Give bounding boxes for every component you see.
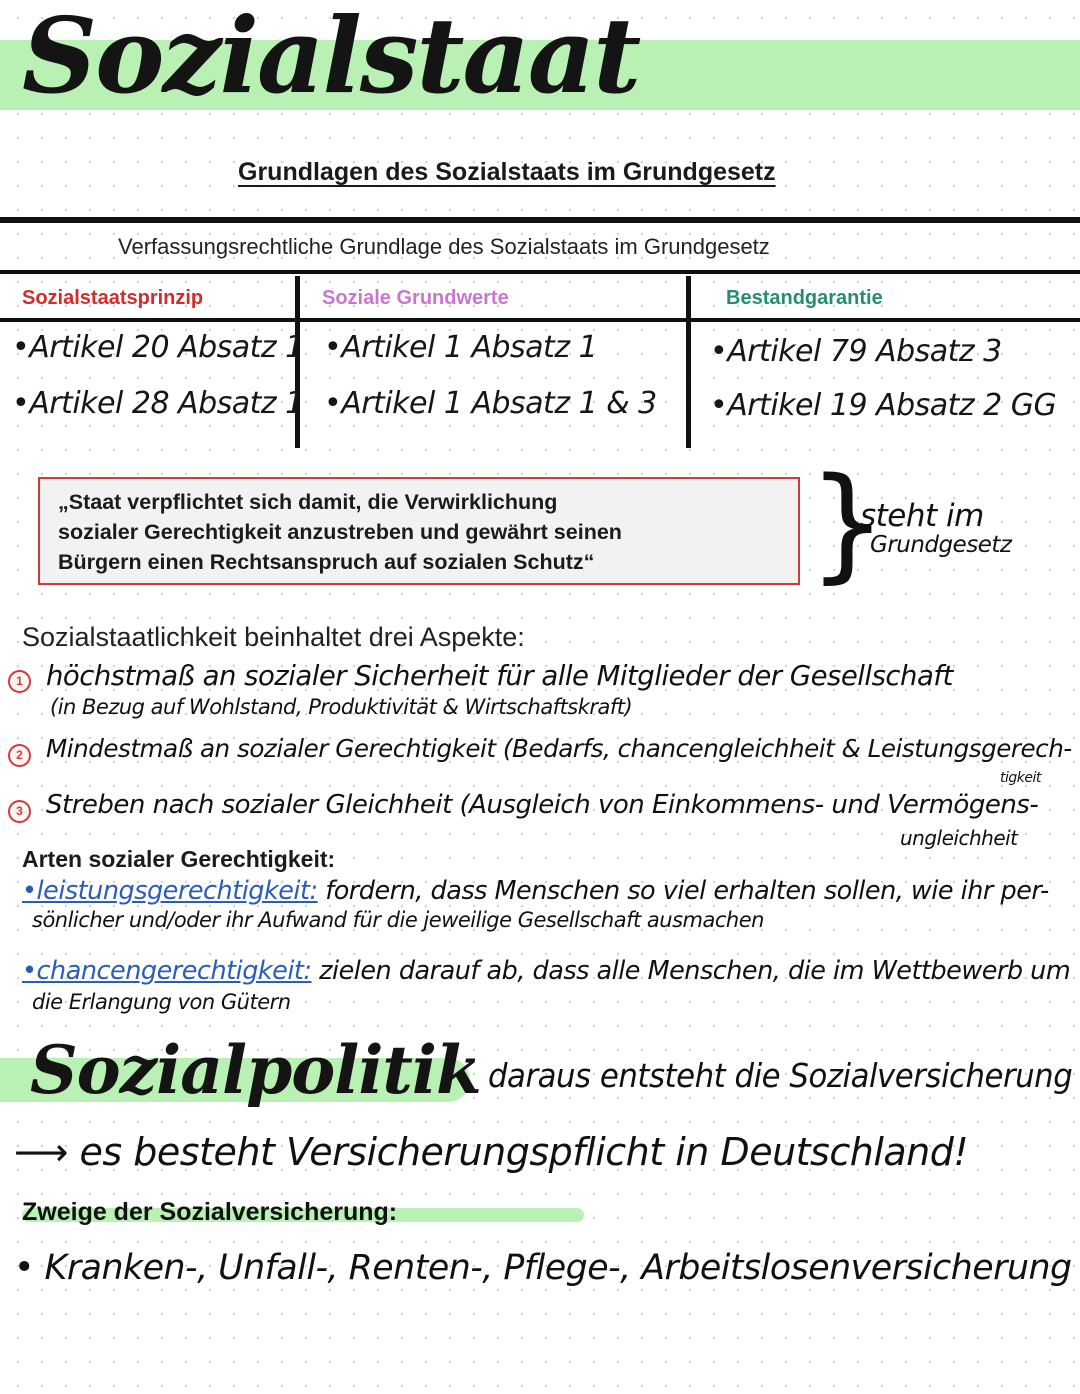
table-cell: •Artikel 28 Absatz 1 bbox=[12, 386, 304, 421]
aspect-sub: ungleichheit bbox=[900, 826, 1018, 850]
column-divider bbox=[686, 276, 691, 448]
justice-item bbox=[22, 956, 1070, 986]
justice-item bbox=[22, 876, 1049, 906]
number-badge-icon: 1 bbox=[8, 670, 31, 693]
section-title: Sozialpolitik bbox=[30, 1031, 481, 1109]
quote-line: sozialer Gerechtigkeit anzustreben und gewährt seinen bbox=[58, 520, 622, 544]
aspects-intro: Sozialstaatlichkeit beinhaltet drei Aspekte: bbox=[22, 622, 525, 652]
table-cell: •Artikel 1 Absatz 1 bbox=[324, 330, 598, 365]
side-note: steht im bbox=[860, 498, 984, 534]
table-header-rule bbox=[0, 270, 1080, 274]
page-subtitle: Grundlagen des Sozialstaats im Grundgesetz bbox=[238, 158, 776, 186]
justice-text: fordern, dass Menschen so viel erhalten sollen, wie ihr per- bbox=[317, 876, 1049, 906]
table-cell: •Artikel 20 Absatz 1 bbox=[12, 330, 304, 365]
table-header-bottom-rule bbox=[0, 318, 1080, 322]
table-cell: •Artikel 19 Absatz 2 GG bbox=[710, 388, 1057, 423]
side-note: Grundgesetz bbox=[870, 532, 1012, 558]
column-heading-sozialstaatsprinzip: Sozialstaatsprinzip bbox=[22, 287, 204, 309]
column-heading-bestandgarantie: Bestandgarantie bbox=[726, 287, 883, 309]
aspect-sub: (in Bezug auf Wohlstand, Produktivität & Wirtschaftskraft) bbox=[50, 695, 633, 719]
section-heading: Zweige der Sozialversicherung: bbox=[22, 1198, 398, 1226]
justice-text: zielen darauf ab, dass alle Menschen, die im Wettbewerb um bbox=[311, 956, 1071, 986]
column-heading-soziale-grundwerte: Soziale Grundwerte bbox=[322, 287, 509, 309]
justice-cont: die Erlangung von Gütern bbox=[32, 990, 291, 1014]
table-top-rule bbox=[0, 217, 1080, 223]
politics-text: daraus entsteht die Sozialversicherung bbox=[488, 1056, 1073, 1095]
aspect-item: Streben nach sozialer Gleichheit (Ausgleich von Einkommens- und Vermögens- bbox=[46, 790, 1039, 820]
number-badge-icon: 2 bbox=[8, 744, 31, 767]
aspect-item: Mindestmaß an sozialer Gerechtigkeit (Bedarfs, chancengleichheit & Leistungsgerech- bbox=[46, 734, 1072, 763]
aspect-item: höchstmaß an sozialer Sicherheit für alle Mitglieder der Gesellschaft bbox=[46, 660, 953, 692]
quote-line: „Staat verpflichtet sich damit, die Verwirklichung bbox=[58, 490, 558, 514]
arrow-statement: ⟶ es besteht Versicherungspflicht in Deutschland! bbox=[14, 1130, 969, 1174]
table-cell: •Artikel 1 Absatz 1 & 3 bbox=[324, 386, 657, 421]
justice-term: •leistungsgerechtigkeit: bbox=[22, 876, 318, 906]
table-cell: •Artikel 79 Absatz 3 bbox=[710, 334, 1002, 369]
curly-brace: } bbox=[808, 452, 887, 596]
section-heading: Arten sozialer Gerechtigkeit: bbox=[22, 846, 336, 872]
justice-cont: sönlicher und/oder ihr Aufwand für die jeweilige Gesellschaft ausmachen bbox=[32, 908, 764, 932]
table-caption: Verfassungsrechtliche Grundlage des Sozialstaats im Grundgesetz bbox=[118, 234, 770, 259]
branches-list: • Kranken-, Unfall-, Renten-, Pflege-, Arbeitslosenversicherung bbox=[14, 1248, 1072, 1288]
justice-term: •chancengerechtigkeit: bbox=[22, 956, 312, 986]
aspect-sub: tigkeit bbox=[1000, 770, 1041, 786]
number-badge-icon: 3 bbox=[8, 800, 31, 823]
quote-line: Bürgern einen Rechtsanspruch auf sozialen Schutz“ bbox=[58, 550, 595, 574]
page-title: Sozialstaat bbox=[22, 0, 640, 117]
